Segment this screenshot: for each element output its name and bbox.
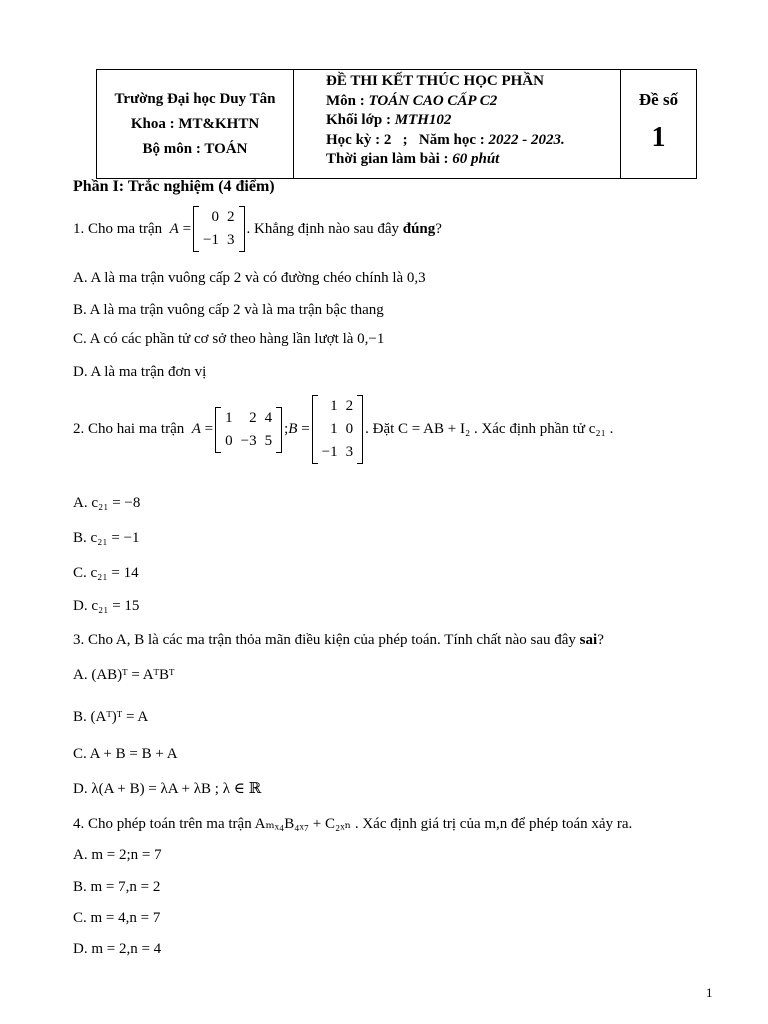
matrix-a-q2-entry: 5 [264, 432, 273, 449]
matrix-a-q1-entry: 2 [227, 209, 235, 225]
exam-code-number: 1 [651, 122, 666, 153]
q3-option-d: D. λ(A + B) = λA + λB ; λ ∈ ℝ [73, 781, 262, 797]
exam-code-cell [621, 70, 696, 178]
matrix-a-q1-entry: 0 [211, 209, 220, 225]
q4-option-b: B. m = 7,n = 2 [73, 879, 161, 895]
exam-info-cell [294, 70, 621, 178]
matrix-a-q2-entry: 2 [249, 409, 257, 426]
class-line: Khối lớp : MTH102 [326, 112, 452, 128]
matrix-b-q2 [312, 395, 363, 464]
matrix-a-q1-entry: 3 [227, 232, 235, 248]
question-2: 2. Cho hai ma trận A = 1 2 4 0 −3 5 ; B = 1 2 1 0 −1 3 . Đặt C = AB + I₂ . Xác định phần tử c₂₁ . [73, 395, 613, 464]
matrix-b-q2-entry: −1 [321, 444, 338, 460]
question-3: 3. Cho A, B là các ma trận thỏa mãn điều kiện của phép toán. Tính chất nào sau đây sai? [73, 632, 604, 648]
department-name: Bộ môn : TOÁN [142, 140, 248, 157]
faculty-name: Khoa : MT&KHTN [130, 115, 260, 132]
exam-code-label: Đề số [638, 90, 679, 109]
school-name: Trường Đại học Duy Tân [114, 90, 276, 107]
q1-option-c: C. A có các phần tử cơ sở theo hàng lần lượt là 0,−1 [73, 331, 385, 347]
q4-option-c: C. m = 4,n = 7 [73, 910, 161, 926]
q2-option-b: B. c₂₁ = −1 [73, 530, 140, 546]
matrix-a-q2-entry: 0 [225, 432, 233, 449]
page-number: 1 [706, 985, 713, 1000]
q3-option-c: C. A + B = B + A [73, 746, 178, 762]
matrix-a-q2 [215, 407, 282, 453]
school-info-cell [97, 70, 294, 178]
question-4: 4. Cho phép toán trên ma trận Aₘₓ₄B₄ₓ₇ + C₂ₓₙ . Xác định giá trị của m,n để phép toán xảy ra. [73, 816, 633, 832]
q4-option-d: D. m = 2,n = 4 [73, 941, 162, 957]
section-title: Phần I: Trắc nghiệm (4 điểm) [73, 178, 275, 195]
q1-option-d: D. A là ma trận đơn vị [73, 364, 207, 380]
q2-option-a: A. c₂₁ = −8 [73, 495, 141, 511]
matrix-b-q2-entry: 3 [345, 444, 354, 460]
matrix-b-q2-entry: 2 [345, 398, 354, 414]
time-line: Thời gian làm bài : 60 phút [326, 151, 500, 167]
matrix-a-q2-entry: 4 [264, 409, 273, 426]
exam-title: ĐỀ THI KẾT THÚC HỌC PHẦN [326, 73, 544, 89]
q1-option-b: B. A là ma trận vuông cấp 2 và là ma trận bậc thang [73, 302, 384, 318]
subject-line: Môn : TOÁN CAO CẤP C2 [326, 92, 498, 109]
matrix-a-q1-entry: −1 [203, 232, 220, 248]
matrix-a-q2-entry: −3 [240, 432, 257, 449]
matrix-b-q2-entry: 0 [345, 421, 354, 437]
q4-option-a: A. m = 2;n = 7 [73, 847, 162, 863]
matrix-a-q2-entry: 1 [225, 409, 233, 426]
semester-line: Học kỳ : 2 ; Năm học : 2022 - 2023. [326, 131, 565, 148]
q3-option-b: B. (Aᵀ)ᵀ = A [73, 709, 149, 725]
q2-option-d: D. c₂₁ = 15 [73, 598, 140, 614]
matrix-b-q2-entry: 1 [330, 398, 338, 414]
exam-header-table [96, 69, 697, 179]
q3-option-a: A. (AB)ᵀ = AᵀBᵀ [73, 667, 175, 683]
q2-option-c: C. c₂₁ = 14 [73, 565, 139, 581]
matrix-a-q1 [193, 206, 244, 252]
q1-option-a: A. A là ma trận vuông cấp 2 và có đường chéo chính là 0,3 [73, 270, 426, 286]
matrix-b-q2-entry: 1 [330, 421, 338, 437]
question-1: 1. Cho ma trận A = 0 2 −1 3 . Khẳng định nào sau đây đúng ? [73, 206, 442, 252]
